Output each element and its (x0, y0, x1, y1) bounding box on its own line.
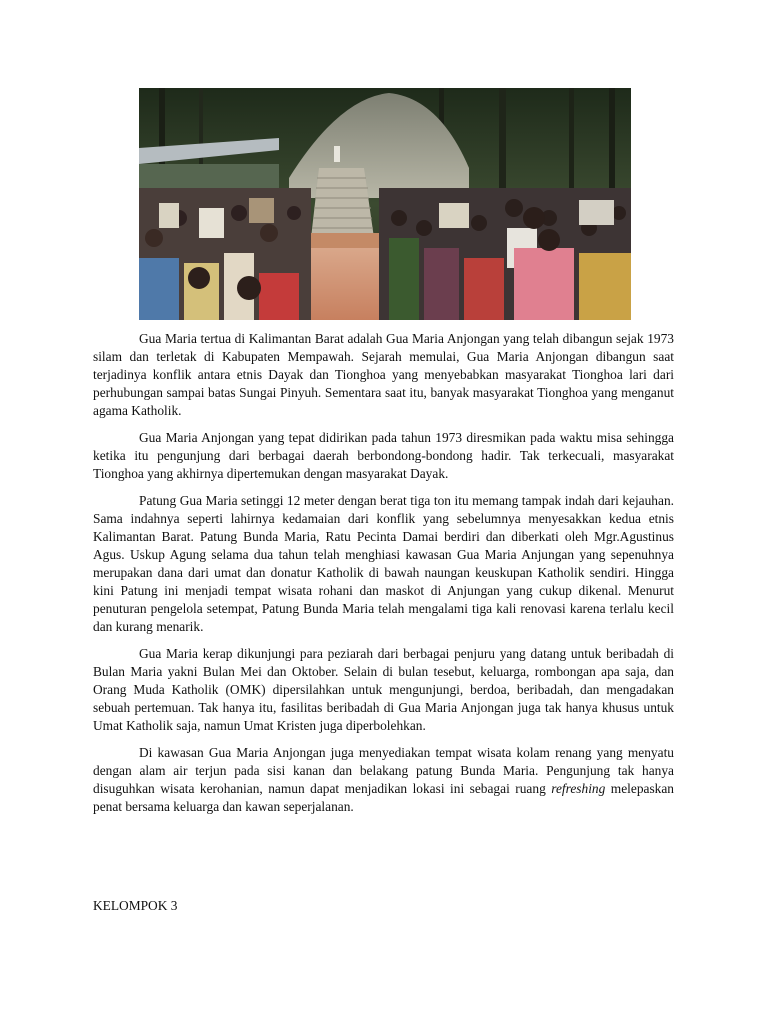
statue (334, 146, 340, 162)
grotto-photo-illustration (139, 88, 631, 320)
grotto-photo (139, 88, 631, 320)
paragraph-5-text-before: Di kawasan Gua Maria Anjongan juga menyediakan tempat wisata kolam renang yang menyatu dengan alam air terjun pada sisi kanan dan belakang patung Bunda Maria. Pengunjung tak hanya disuguhkan wisata kerohanian, namun dapat menjadikan lokasi ini sebagai ruang (93, 745, 674, 796)
group-label: KELOMPOK 3 (93, 898, 178, 913)
article-body (93, 330, 674, 825)
paragraph-5-italic-term: refreshing (551, 781, 606, 796)
paragraph-3: Patung Gua Maria setinggi 12 meter dengan berat tiga ton itu memang tampak indah dari kejauhan. Sama indahnya seperti lahirnya kedamaian dari konflik yang sebelumnya menyesakkan kedua etnis Kalimantan Barat. Patung Bunda Maria, Ratu Pecinta Damai berdiri dan diberkati oleh Mgr.Agustinus Agus. Uskup Agung selama dua tahun telah menghiasi kawasan Gua Maria Anjungan yang sepenuhnya merupakan dana dari umat dan donatur Katholik di bawah naungan keuskupan Katholik sendiri. Hingga kini Patung ini menjadi tempat wisata rohani dan maskot di Anjungan yang cukup dikenal. Menurut penuturan pengelola setempat, Patung Bunda Maria telah mengalami tiga kali renovasi karena terlalu kecil dan kurang menarik. (93, 493, 674, 634)
paragraph-5 (93, 744, 674, 816)
paragraph-2: Gua Maria Anjongan yang tepat didirikan pada tahun 1973 diresmikan pada waktu misa sehingga ketika itu pengunjung dari berbagai daerah berbondong-bondong hadir. Tak terkecuali, masyarakat Tionghoa yang akhirnya dipertemukan dengan masyarakat Dayak. (93, 430, 674, 481)
paragraph-4: Gua Maria kerap dikunjungi para peziarah dari berbagai penjuru yang datang untuk beribadah di Bulan Maria yakni Bulan Mei dan Oktober. Selain di bulan tesebut, keluarga, rombongan apa saja, dan Orang Muda Katholik (OMK) dipersilahkan untuk mengunjungi, berdoa, beribadah, dan mengadakan sebuah pertemuan. Tak hanya itu, fasilitas beribadah di Gua Maria Anjongan juga tak hanya khusus untuk Umat Katholik saja, namun Umat Kristen juga diperbolehkan. (93, 646, 674, 733)
paragraph-5-text-after: melepaskan penat bersama keluarga dan kawan seperjalanan. (93, 781, 674, 814)
left-crowd (139, 188, 311, 320)
paragraph-1: Gua Maria tertua di Kalimantan Barat adalah Gua Maria Anjongan yang telah dibangun sejak 1973 silam dan terletak di Kabupaten Mempawah. Sejarah memulai, Gua Maria Anjongan dibangun saat terjadinya konflik antara etnis Dayak dan Tionghoa yang menyebabkan masyarakat Tionghoa lari dari perhubungan sampai batas Sungai Pinyuh. Sementara saat itu, banyak masyarakat Tionghoa yang menganut agama Katholik. (93, 331, 674, 418)
tree-trunk (569, 88, 574, 203)
right-crowd (379, 188, 631, 320)
tree-trunk (609, 88, 615, 198)
